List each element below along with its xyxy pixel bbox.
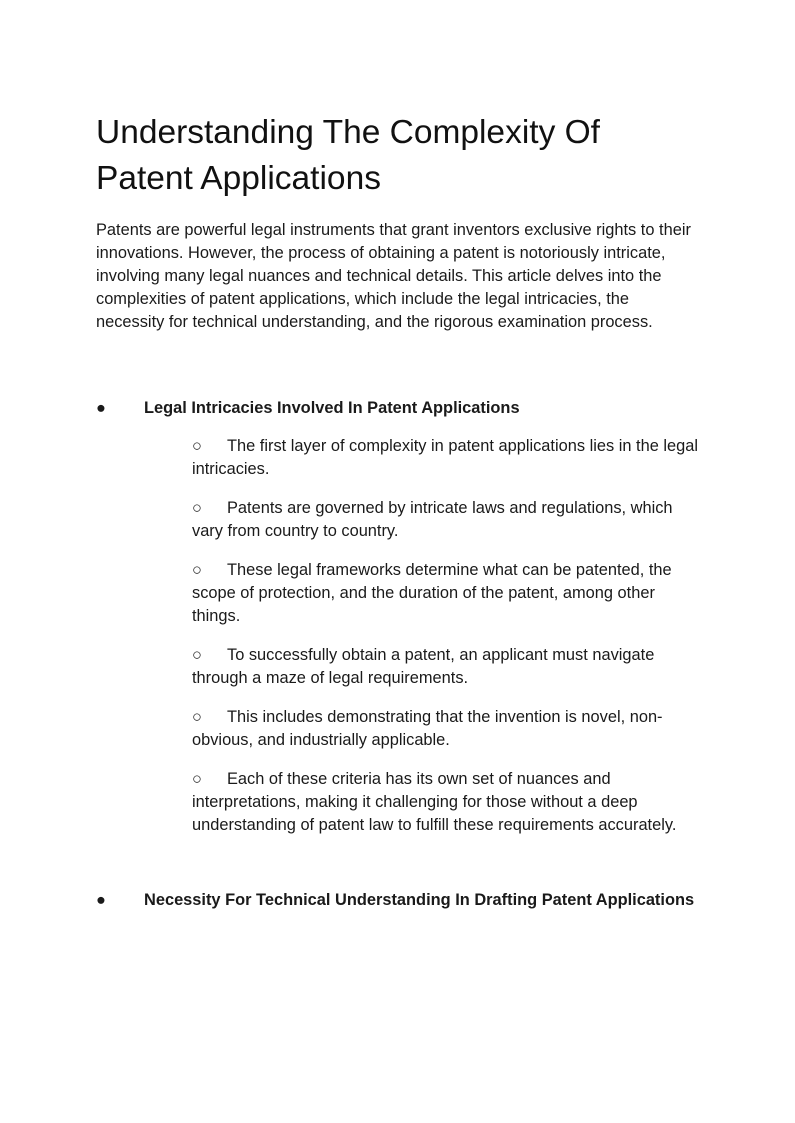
bullet-icon: ● <box>96 399 106 417</box>
list-item <box>192 644 702 690</box>
section-legal-intricacies <box>96 397 706 837</box>
circle-bullet-icon: ○ <box>192 561 202 579</box>
list-item <box>192 435 702 481</box>
list-item <box>192 559 702 628</box>
sub-list <box>96 435 706 837</box>
list-item-text: Each of these criteria has its own set of nuances and interpretations, making it challenging for those without a deep understanding of patent law to fulfill these requirements accurately. <box>192 770 677 834</box>
circle-bullet-icon: ○ <box>192 708 202 726</box>
intro-paragraph: Patents are powerful legal instruments that grant inventors exclusive rights to their innovations. However, the process of obtaining a patent is notoriously intricate, involving many legal nuances and technical details. This article delves into the complexities of patent applications, which include the legal intricacies, the necessity for technical understanding, and the rigorous examination process. <box>96 221 691 331</box>
section-heading-text: Necessity For Technical Understanding In Drafting Patent Applications <box>144 891 695 909</box>
list-item-text: These legal frameworks determine what can be patented, the scope of protection, and the duration of the patent, among other things. <box>192 561 672 625</box>
list-item <box>192 706 702 752</box>
list-item-text: Patents are governed by intricate laws and regulations, which vary from country to country. <box>192 499 673 540</box>
section-heading <box>96 397 706 420</box>
circle-bullet-icon: ○ <box>192 437 202 455</box>
list-item <box>192 497 702 543</box>
list-item-text: This includes demonstrating that the invention is novel, non-obvious, and industrially applicable. <box>192 708 663 749</box>
section-heading-text: Legal Intricacies Involved In Patent Applications <box>144 399 520 417</box>
list-item-text: To successfully obtain a patent, an applicant must navigate through a maze of legal requirements. <box>192 646 655 687</box>
page-title: Understanding The Complexity Of Patent Applications <box>96 114 600 197</box>
section-heading <box>96 889 706 912</box>
circle-bullet-icon: ○ <box>192 770 202 788</box>
list-item <box>192 768 702 837</box>
list-item-text: The first layer of complexity in patent applications lies in the legal intricacies. <box>192 437 699 478</box>
circle-bullet-icon: ○ <box>192 646 202 664</box>
bullet-icon: ● <box>96 891 106 909</box>
section-technical-understanding <box>96 889 706 912</box>
circle-bullet-icon: ○ <box>192 499 202 517</box>
document-page <box>96 110 706 912</box>
